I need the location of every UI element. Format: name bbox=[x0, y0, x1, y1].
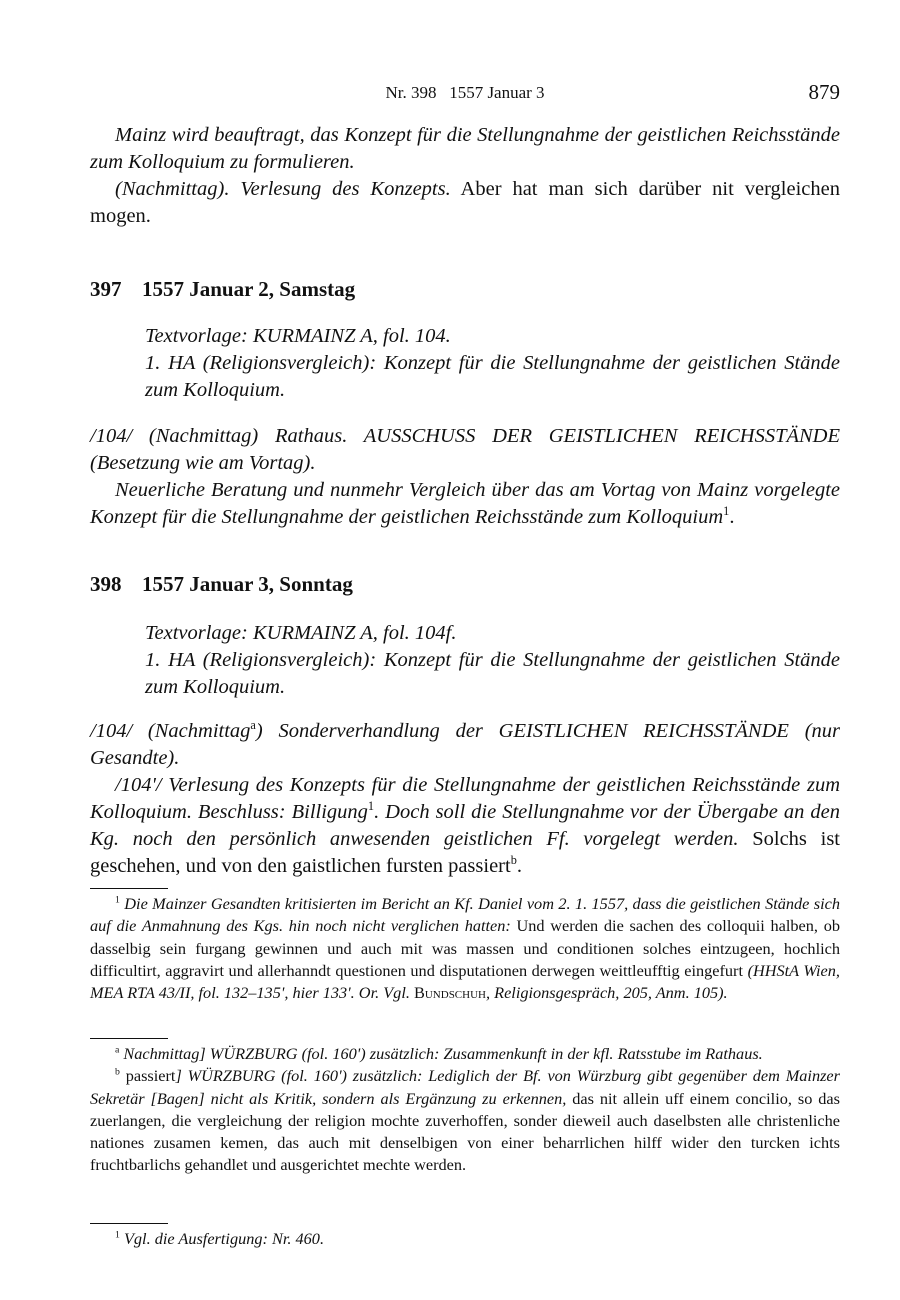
running-title: Nr. 398 1557 Januar 3 bbox=[385, 83, 545, 102]
entry-title: 1557 Januar 2, Samstag bbox=[142, 277, 356, 301]
intro-paragraph-2 bbox=[90, 176, 840, 230]
entry-number: 397 bbox=[90, 277, 122, 301]
footnote-divider bbox=[90, 888, 168, 889]
p-text: /104/ (Nachmittag bbox=[90, 720, 251, 742]
p-text: . Doch soll die Stellungnahme vor der Übergabe an den Kg. noch den persönlich anwesenden geistlichen Ff. vorgelegt werden. bbox=[90, 801, 840, 850]
footnote-b bbox=[90, 1065, 840, 1176]
source-line bbox=[145, 323, 840, 350]
entry-398-paragraph-1 bbox=[90, 718, 840, 772]
entry-398-paragraph-2 bbox=[90, 772, 840, 880]
source-text: Textvorlage: KURMAINZ A, fol. 104. bbox=[145, 325, 451, 347]
footnote-divider bbox=[90, 1223, 168, 1224]
running-header bbox=[90, 80, 840, 108]
footnote-mark: 1 bbox=[115, 1229, 120, 1241]
source-line bbox=[145, 620, 840, 647]
topic-line bbox=[145, 647, 840, 701]
intro-roman: Aber hat man sich darüber nit vergleichen mogen. bbox=[90, 178, 840, 227]
entry-398-source bbox=[145, 620, 840, 701]
fn-roman: das nit allein uff einem concilio, so das zuerlangen, die vergleichung der religion mochte zuverhoffen, sonder dieweil auch daselbsten alle christenliche nationes zusamen kemen, das auch mit denselbigen von einer beharrlichen hilff wider den turcken ichts fruchtbarlichs gehandlet und ausgerichtet mechte werden. bbox=[90, 1088, 840, 1175]
p-roman: Solchs ist geschehen, und von den gaistlichen fursten passiert bbox=[90, 828, 840, 877]
fn-italic: Die Mainzer Gesandten kritisierten im Bericht an Kf. Daniel vom 2. 1. 1557, dass die geistlichen Stände sich auf die Anmahnung des Kgs. hin noch nicht verglichen hatten: bbox=[90, 894, 840, 936]
topic-line bbox=[145, 350, 840, 404]
entry-number: 398 bbox=[90, 572, 122, 596]
footnote-mark: 1 bbox=[115, 894, 120, 906]
fn-author: Bundschuh bbox=[414, 983, 486, 1003]
entry-397-body bbox=[90, 423, 840, 531]
footnote-ref[interactable]: 1 bbox=[367, 799, 375, 814]
entry-397-paragraph-1 bbox=[90, 423, 840, 477]
intro-italic: (Nachmittag). Verlesung des Konzepts. bbox=[115, 178, 451, 200]
footnote-a bbox=[90, 1043, 840, 1065]
fn-italic: Vgl. die Ausfertigung: Nr. 460. bbox=[123, 1229, 325, 1248]
footnote-mark: a bbox=[115, 1044, 120, 1056]
fn-italic: , Religionsgespräch, 205, Anm. 105). bbox=[485, 983, 728, 1003]
footnotes-alpha bbox=[90, 1043, 840, 1177]
source-text: Textvorlage: KURMAINZ A, fol. 104f. bbox=[145, 622, 457, 644]
entry-397-heading bbox=[90, 277, 840, 302]
entry-397-source bbox=[145, 323, 840, 404]
p-text: /104/ (Nachmittag) Rathaus. AUSSCHUSS DER GEISTLICHEN REICHSSTÄNDE (Besetzung wie am Vortag). bbox=[90, 425, 840, 474]
footnotes-numeric bbox=[90, 893, 840, 1004]
footnote-1-next bbox=[90, 1228, 840, 1250]
fn-italic: ] WÜRZBURG (fol. 160') zusätzlich: Lediglich der Bf. von Würzburg gibt gegenüber dem Mainzer Sekretär [Bagen] nicht als Kritik, sondern als Ergänzung zu erkennen, bbox=[90, 1066, 840, 1108]
p-end: . bbox=[729, 506, 735, 528]
page-number: 879 bbox=[808, 80, 840, 104]
footnote-ref[interactable]: a bbox=[250, 718, 256, 733]
topic-text: 1. HA (Religionsvergleich): Konzept für die Stellungnahme der geistlichen Stände zum Kolloquium. bbox=[145, 649, 840, 698]
intro-section bbox=[90, 122, 840, 230]
footnote-ref[interactable]: 1 bbox=[723, 504, 730, 519]
p-end: . bbox=[516, 855, 522, 877]
footnote-ref[interactable]: b bbox=[510, 853, 517, 868]
footnote-divider bbox=[90, 1038, 168, 1039]
p-text: /104'/ Verlesung des Konzepts für die Stellungnahme der geistlichen Reichsstände zum Kolloquium. Beschluss: Billigung bbox=[90, 774, 840, 823]
fn-roman: passiert bbox=[125, 1066, 176, 1086]
p-text: ) Sonderverhandlung der GEISTLICHEN REICHSSTÄNDE (nur Gesandte). bbox=[90, 720, 840, 769]
intro-text: Mainz wird beauftragt, das Konzept für die Stellungnahme der geistlichen Reichsstände zum Kolloquium zu formulieren. bbox=[90, 124, 840, 173]
entry-398-heading bbox=[90, 572, 840, 597]
entry-398-body bbox=[90, 718, 840, 880]
fn-roman: Und werden die sachen des colloquii halben, ob dasselbig sein furgang gewinnen und auch mit was massen und conditionen solches eintzugeen, hochlich difficultirt, aggravirt und allerhanndt questionen und disputationen derwegen weittleufftig eingefurt bbox=[90, 916, 840, 980]
fn-italic: (HHStA Wien, MEA RTA 43/II, fol. 132–135', hier 133'. Or. Vgl. bbox=[90, 960, 840, 1003]
footnotes-next bbox=[90, 1228, 840, 1250]
entry-397-paragraph-2 bbox=[90, 477, 840, 531]
intro-paragraph-1 bbox=[90, 122, 840, 176]
topic-text: 1. HA (Religionsvergleich): Konzept für die Stellungnahme der geistlichen Stände zum Kolloquium. bbox=[145, 352, 840, 401]
fn-italic: Nachmittag] WÜRZBURG (fol. 160') zusätzlich: Zusammenkunft in der kfl. Ratsstube im Rathaus. bbox=[123, 1044, 763, 1063]
entry-title: 1557 Januar 3, Sonntag bbox=[142, 572, 353, 596]
p-text: Neuerliche Beratung und nunmehr Vergleich über das am Vortag von Mainz vorgelegte Konzept für die Stellungnahme der geistlichen Reichsstände zum Kolloquium bbox=[90, 479, 840, 528]
footnote-mark: b bbox=[115, 1066, 120, 1078]
footnote-1 bbox=[90, 893, 840, 1004]
